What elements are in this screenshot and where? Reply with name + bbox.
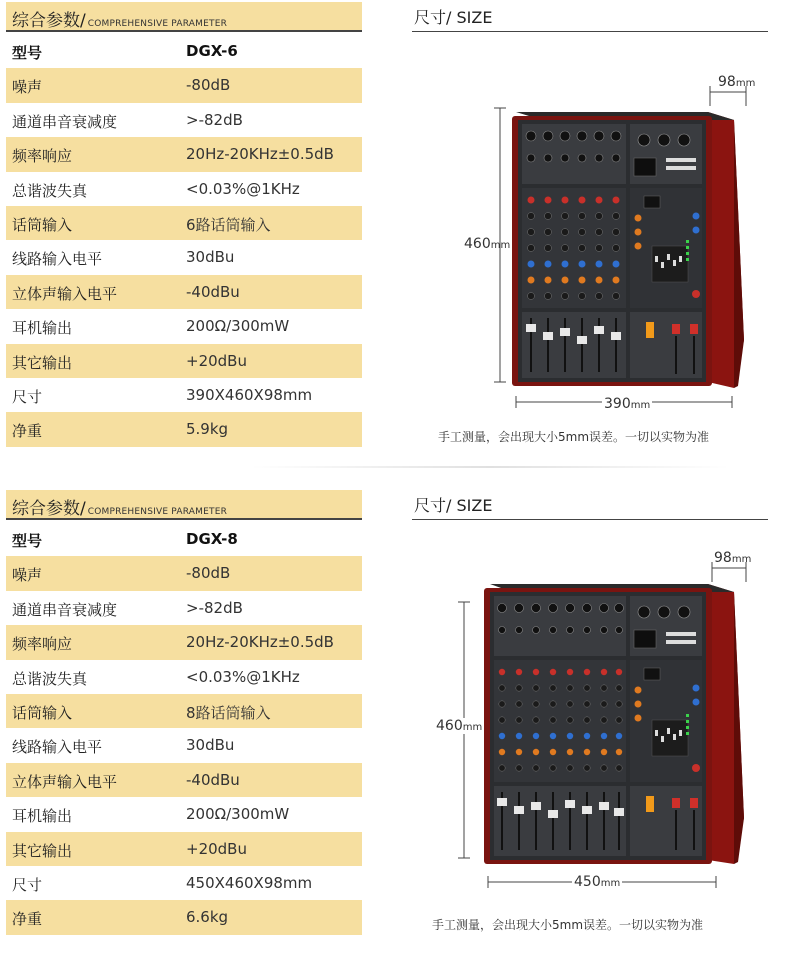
row-value: -80dB	[186, 564, 231, 583]
spec-title-cn: 综合参数/	[12, 499, 86, 519]
spec-section-dgx8	[0, 488, 790, 954]
row-value: >-82dB	[186, 598, 243, 617]
row-label: 其它输出	[12, 841, 73, 860]
measurement-note: 手工测量，会出现大小5mm误差。一切以实物为准	[432, 918, 704, 932]
height-label	[464, 236, 510, 252]
mixer-dimension-diagram	[412, 528, 782, 908]
table-row-model	[6, 34, 362, 68]
row-value: -80dB	[186, 76, 231, 95]
width-value: 450	[574, 874, 601, 890]
mixer-illustration	[412, 40, 782, 420]
row-value: +20dBu	[186, 839, 247, 858]
spec-header	[6, 490, 362, 520]
width-label	[602, 396, 652, 412]
row-value: <0.03%@1KHz	[186, 179, 300, 198]
row-label: 耳机输出	[12, 807, 73, 826]
row-label: 线路输入电平	[12, 738, 103, 757]
row-label: 线路输入电平	[12, 250, 103, 269]
row-label: 噪声	[12, 78, 43, 97]
row-value: 6路话筒输入	[186, 215, 271, 234]
depth-value: 98	[714, 550, 732, 566]
row-label: 通道串音衰减度	[12, 112, 118, 131]
row-value: 30dBu	[186, 248, 235, 267]
depth-unit: mm	[731, 554, 752, 565]
section-divider	[250, 466, 730, 468]
width-value: 390	[604, 396, 631, 412]
row-label: 其它输出	[12, 353, 73, 372]
spec-title-en: COMPREHENSIVE PARAMETER	[87, 507, 228, 517]
table-row	[6, 694, 362, 728]
height-unit: mm	[462, 722, 483, 733]
spec-section-dgx6	[0, 0, 790, 460]
spec-title-cn: 综合参数/	[12, 11, 86, 31]
table-row	[6, 412, 362, 446]
row-value: 6.6kg	[186, 908, 229, 927]
depth-value: 98	[718, 74, 736, 90]
table-row	[6, 103, 362, 137]
row-value: <0.03%@1KHz	[186, 667, 300, 686]
depth-unit: mm	[735, 78, 756, 89]
table-row	[6, 275, 362, 309]
row-label: 耳机输出	[12, 319, 73, 338]
table-row	[6, 556, 362, 590]
row-value: >-82dB	[186, 110, 243, 129]
table-row	[6, 660, 362, 694]
table-row	[6, 728, 362, 762]
row-value: -40dBu	[186, 282, 240, 301]
row-label: 话筒输入	[12, 703, 73, 722]
row-label: 频率响应	[12, 635, 73, 654]
table-row	[6, 309, 362, 343]
spec-title-en: COMPREHENSIVE PARAMETER	[87, 19, 228, 29]
table-row	[6, 625, 362, 659]
width-unit: mm	[630, 400, 651, 411]
width-label	[572, 874, 622, 890]
table-row	[6, 172, 362, 206]
row-value: +20dBu	[186, 351, 247, 370]
table-row	[6, 591, 362, 625]
table-row-model	[6, 522, 362, 556]
row-label: 总谐波失真	[12, 181, 88, 200]
channel-strips	[494, 596, 626, 856]
row-value: -40dBu	[186, 770, 240, 789]
depth-label	[718, 74, 755, 90]
row-value: DGX-8	[186, 530, 238, 548]
row-label: 立体声输入电平	[12, 772, 118, 791]
table-row	[6, 900, 362, 934]
master-section	[630, 596, 702, 856]
row-value: 390X460X98mm	[186, 385, 313, 404]
height-label	[436, 718, 482, 734]
row-value: 20Hz-20KHz±0.5dB	[186, 145, 334, 164]
row-value: DGX-6	[186, 42, 238, 60]
channel-strips	[522, 124, 626, 378]
depth-label	[714, 550, 751, 566]
height-unit: mm	[490, 240, 511, 251]
row-label: 频率响应	[12, 147, 73, 166]
row-label: 噪声	[12, 566, 43, 585]
row-label: 总谐波失真	[12, 669, 88, 688]
height-value: 460	[464, 236, 491, 252]
table-row	[6, 763, 362, 797]
width-unit: mm	[600, 878, 621, 889]
table-row	[6, 344, 362, 378]
table-row	[6, 378, 362, 412]
row-value: 450X460X98mm	[186, 873, 313, 892]
row-label: 话筒输入	[12, 215, 73, 234]
spec-table	[6, 34, 362, 447]
row-label: 净重	[12, 422, 43, 441]
row-value: 8路话筒输入	[186, 703, 271, 722]
row-label: 净重	[12, 910, 43, 929]
measurement-note: 手工测量，会出现大小5mm误差。一切以实物为准	[438, 430, 710, 444]
mixer-dimension-diagram	[412, 40, 782, 420]
row-value: 200Ω/300mW	[186, 805, 290, 824]
row-value: 5.9kg	[186, 420, 229, 439]
row-label: 立体声输入电平	[12, 284, 118, 303]
size-title: 尺寸/ SIZE	[412, 490, 768, 520]
table-row	[6, 137, 362, 171]
row-label: 尺寸	[12, 387, 43, 406]
table-row	[6, 797, 362, 831]
table-row	[6, 866, 362, 900]
table-row	[6, 832, 362, 866]
master-section	[630, 124, 702, 378]
row-label: 型号	[12, 44, 43, 62]
row-label: 型号	[12, 532, 43, 550]
row-label: 通道串音衰减度	[12, 600, 118, 619]
table-row	[6, 240, 362, 274]
spec-table	[6, 522, 362, 935]
spec-header	[6, 2, 362, 32]
row-value: 200Ω/300mW	[186, 317, 290, 336]
table-row	[6, 68, 362, 102]
row-value: 30dBu	[186, 736, 235, 755]
height-value: 460	[436, 718, 463, 734]
row-value: 20Hz-20KHz±0.5dB	[186, 633, 334, 652]
size-title: 尺寸/ SIZE	[412, 2, 768, 32]
table-row	[6, 206, 362, 240]
row-label: 尺寸	[12, 875, 43, 894]
